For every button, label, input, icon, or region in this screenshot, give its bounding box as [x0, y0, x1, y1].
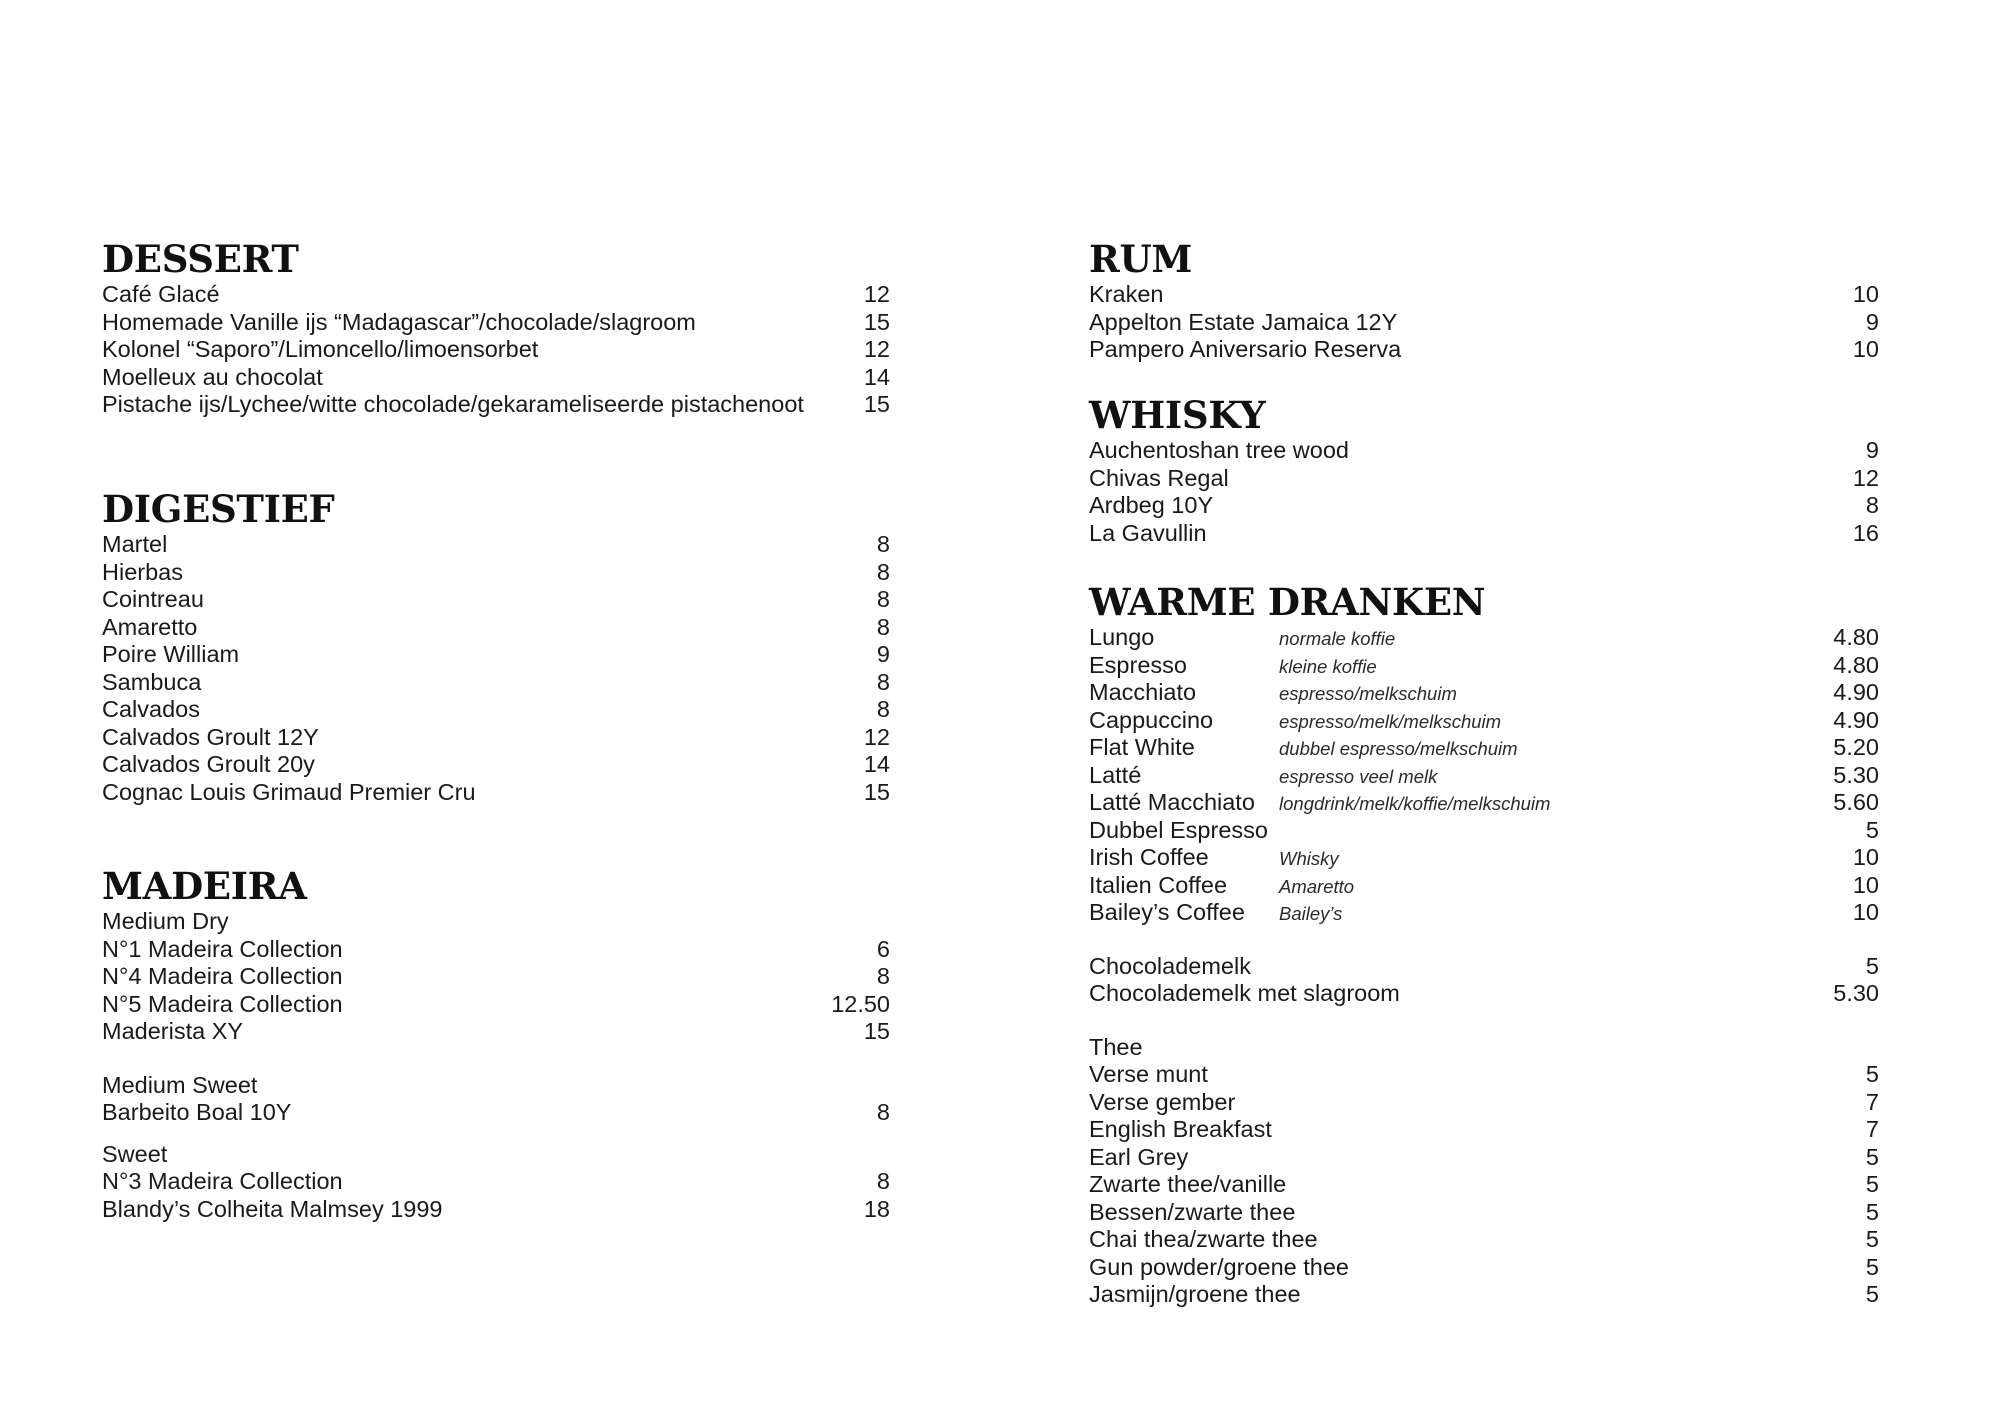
menu-item-name: Italien Coffee [1089, 871, 1228, 898]
menu-item [1089, 1144, 1879, 1172]
menu-item-name: Amaretto [102, 613, 198, 640]
menu-item-price: 5.60 [1833, 789, 1879, 815]
menu-item [1089, 1254, 1879, 1282]
menu-item-price: 9 [1865, 437, 1879, 463]
menu-item-name: Latté Macchiato [1089, 789, 1255, 815]
menu-item-description: espresso/melk/melkschuim [1279, 710, 1502, 732]
menu-item [1089, 1199, 1879, 1227]
menu-item-name: Kolonel “Saporo”/Limoncello/limoensorbet [102, 336, 539, 362]
menu-item-price: 4.80 [1833, 651, 1879, 678]
menu-item [1089, 652, 1879, 680]
menu-item-name: Chocolademelk [1089, 952, 1251, 979]
menu-item-name: Verse gember [1089, 1088, 1236, 1115]
menu-item [102, 991, 890, 1019]
menu-item-price: 5.30 [1833, 980, 1879, 1006]
menu-item [102, 751, 890, 779]
menu-item [1089, 872, 1879, 900]
chocolate-list [1089, 953, 1879, 1008]
menu-item-price: 15 [863, 1018, 890, 1044]
menu-item-name: Chocolademelk met slagroom [1089, 980, 1400, 1006]
menu-item-name: English Breakfast [1089, 1116, 1272, 1142]
menu-item-name: Auchentoshan tree wood [1089, 437, 1349, 463]
menu-item-price: 10 [1852, 281, 1879, 307]
menu-item-price: 16 [1852, 519, 1879, 546]
menu-item-price: 4.90 [1833, 679, 1879, 705]
menu-item-name: Lungo [1089, 624, 1155, 650]
menu-item-name: Martel [102, 531, 168, 557]
menu-item-price: 4.90 [1833, 706, 1879, 733]
section-title-digestief: DIGESTIEF [102, 487, 335, 531]
menu-item [1089, 817, 1879, 845]
menu-item [1089, 1061, 1879, 1089]
menu-item [102, 586, 890, 614]
menu-item [1089, 437, 1879, 465]
menu-item-price: 8 [876, 963, 890, 989]
menu-item [102, 391, 890, 419]
menu-item-name: Blandy’s Colheita Malmsey 1999 [102, 1195, 443, 1222]
menu-item-name: Calvados Groult 12Y [102, 723, 319, 750]
menu-item [102, 281, 890, 309]
madeira-sweet-list [102, 1168, 890, 1223]
menu-item-name: N°5 Madeira Collection [102, 990, 343, 1017]
menu-item-price: 14 [863, 363, 890, 390]
menu-item [1089, 953, 1879, 981]
section-title-madeira: MADEIRA [102, 864, 307, 908]
menu-item [102, 641, 890, 669]
menu-item-description: longdrink/melk/koffie/melkschuim [1279, 793, 1551, 814]
menu-item [102, 1196, 890, 1224]
menu-item [1089, 844, 1879, 872]
menu-item-name: Chai thea/zwarte thee [1089, 1226, 1318, 1252]
menu-item-name: Ardbeg 10Y [1089, 492, 1214, 518]
thee-label: Thee [1089, 1033, 1143, 1060]
menu-item [1089, 624, 1879, 652]
menu-item [1089, 734, 1879, 762]
menu-item-price: 12 [863, 723, 890, 750]
menu-item-price: 14 [863, 751, 890, 777]
menu-item-name: Cognac Louis Grimaud Premier Cru [102, 778, 476, 805]
menu-item [1089, 762, 1879, 790]
menu-item-name: Café Glacé [102, 281, 220, 307]
menu-item-price: 8 [876, 1168, 890, 1194]
menu-item-price: 5 [1865, 1198, 1879, 1225]
menu-item-price: 5 [1865, 1253, 1879, 1280]
menu-item-name: Hierbas [102, 558, 183, 585]
coffee-list [1089, 624, 1879, 927]
menu-item-name: Barbeito Boal 10Y [102, 1099, 292, 1125]
menu-item [102, 696, 890, 724]
menu-item-price: 5.20 [1833, 734, 1879, 760]
menu-item-price: 12 [863, 336, 890, 362]
menu-item-name: Calvados Groult 20y [102, 751, 315, 777]
menu-item-price: 8 [876, 558, 890, 585]
section-title-whisky: WHISKY [1089, 393, 1266, 437]
section-title-dessert: DESSERT [102, 237, 299, 281]
menu-item-price: 5 [1865, 1226, 1879, 1252]
menu-item-price: 7 [1865, 1088, 1879, 1115]
menu-item [1089, 1089, 1879, 1117]
menu-item-price: 5 [1865, 952, 1879, 979]
menu-item-name: Maderista XY [102, 1018, 244, 1044]
menu-item [1089, 1116, 1879, 1144]
menu-item [1089, 707, 1879, 735]
rum-list [1089, 281, 1879, 364]
menu-item [102, 614, 890, 642]
menu-item-price: 12 [1852, 464, 1879, 491]
menu-item [1089, 465, 1879, 493]
menu-item-name: Sambuca [102, 668, 202, 695]
menu-item-name: N°3 Madeira Collection [102, 1168, 343, 1194]
menu-item-name: Poire William [102, 641, 240, 667]
madeira-group-label: Medium Dry [102, 908, 229, 934]
menu-item [102, 559, 890, 587]
section-title-rum: RUM [1089, 237, 1193, 281]
menu-item-price: 15 [863, 308, 890, 335]
madeira-medium-sweet-list [102, 1099, 890, 1127]
menu-item-name: Cappuccino [1089, 706, 1214, 733]
menu-item [1089, 520, 1879, 548]
menu-item-price: 6 [876, 935, 890, 962]
menu-item [102, 724, 890, 752]
menu-item-name: Calvados [102, 696, 200, 722]
menu-item-name: Bessen/zwarte thee [1089, 1198, 1296, 1225]
menu-item [102, 531, 890, 559]
madeira-group-label: Sweet [102, 1140, 168, 1167]
menu-item-name: Verse munt [1089, 1061, 1208, 1087]
menu-item-price: 12.50 [831, 990, 890, 1017]
section-whisky [1089, 393, 1879, 547]
spacer [1089, 1008, 1879, 1034]
menu-item-description: Bailey’s [1279, 903, 1343, 924]
menu-item-price: 5.30 [1833, 761, 1879, 788]
menu-item-description: espresso/melkschuim [1279, 683, 1457, 704]
menu-item [102, 1018, 890, 1046]
menu-item-description: Whisky [1279, 848, 1339, 869]
madeira-group-label: Medium Sweet [102, 1071, 258, 1098]
menu-item [1089, 899, 1879, 927]
menu-item [1089, 336, 1879, 364]
menu-item [102, 1168, 890, 1196]
menu-item-name: Chivas Regal [1089, 464, 1229, 491]
menu-item [102, 336, 890, 364]
menu-item-name: N°1 Madeira Collection [102, 935, 343, 962]
menu-item-name: Bailey’s Coffee [1089, 899, 1245, 925]
menu-item-price: 10 [1852, 336, 1879, 362]
menu-item-name: Kraken [1089, 281, 1164, 307]
menu-item [1089, 309, 1879, 337]
menu-item-price: 8 [876, 613, 890, 640]
menu-item-price: 5 [1865, 1171, 1879, 1197]
menu-item-name: Earl Grey [1089, 1143, 1189, 1170]
thee-list [1089, 1061, 1879, 1309]
menu-item-name: N°4 Madeira Collection [102, 963, 343, 989]
menu-item [102, 669, 890, 697]
digestief-list [102, 531, 890, 806]
menu-item-name: Appelton Estate Jamaica 12Y [1089, 308, 1398, 335]
menu-item [1089, 679, 1879, 707]
menu-item [102, 1099, 890, 1127]
menu-item-description: normale koffie [1279, 628, 1396, 649]
spacer [102, 1127, 890, 1141]
menu-item-name: Espresso [1089, 651, 1187, 678]
menu-item-price: 8 [876, 531, 890, 557]
menu-item-name: Pistache ijs/Lychee/witte chocolade/gekarameliseerde pistachenoot [102, 391, 804, 417]
menu-item-name: Homemade Vanille ijs “Madagascar”/chocolade/slagroom [102, 308, 696, 335]
spacer [102, 1046, 890, 1072]
menu-item [1089, 1281, 1879, 1309]
section-warme-dranken [1089, 580, 1879, 1309]
menu-item [102, 936, 890, 964]
menu-item [1089, 980, 1879, 1008]
menu-item-name: Moelleux au chocolat [102, 363, 323, 390]
menu-item-price: 15 [863, 778, 890, 805]
menu-item-price: 4.80 [1833, 624, 1879, 650]
menu-item-price: 5 [1865, 1281, 1879, 1307]
menu-item-price: 8 [876, 1099, 890, 1125]
dessert-list [102, 281, 890, 419]
menu-item-name: Dubbel Espresso [1089, 816, 1268, 843]
menu-item [102, 963, 890, 991]
menu-item-price: 15 [863, 391, 890, 417]
menu-item-description: dubbel espresso/melkschuim [1279, 738, 1518, 759]
section-madeira [102, 864, 890, 1223]
menu-item-price: 7 [1865, 1116, 1879, 1142]
madeira-medium-dry-list [102, 936, 890, 1046]
menu-item-price: 18 [863, 1195, 890, 1222]
menu-item-price: 10 [1852, 844, 1879, 870]
menu-item-price: 8 [876, 586, 890, 612]
menu-item [102, 309, 890, 337]
menu-item [102, 364, 890, 392]
menu-item [1089, 492, 1879, 520]
menu-item-price: 8 [876, 696, 890, 722]
menu-item-name: Cointreau [102, 586, 204, 612]
menu-item [102, 779, 890, 807]
menu-item-name: Irish Coffee [1089, 844, 1209, 870]
whisky-list [1089, 437, 1879, 547]
madeira-group-medium-dry [102, 908, 890, 1046]
menu-item-price: 12 [863, 281, 890, 307]
menu-item-price: 10 [1852, 899, 1879, 925]
madeira-group-medium-sweet [102, 1072, 890, 1127]
menu-item-price: 5 [1865, 816, 1879, 843]
menu-item [1089, 1226, 1879, 1254]
menu-item-name: Latté [1089, 761, 1142, 788]
menu-item-name: Macchiato [1089, 679, 1197, 705]
menu-item-description: kleine koffie [1279, 655, 1377, 677]
section-digestief [102, 487, 890, 806]
section-rum [1089, 237, 1879, 364]
madeira-group-sweet [102, 1141, 890, 1224]
section-title-warme-dranken: WARME DRANKEN [1089, 580, 1486, 624]
menu-item-price: 8 [876, 668, 890, 695]
menu-item-name: Jasmijn/groene thee [1089, 1281, 1301, 1307]
menu-item-description: espresso veel melk [1279, 765, 1438, 787]
menu-item-price: 5 [1865, 1061, 1879, 1087]
menu-item-name: Pampero Aniversario Reserva [1089, 336, 1402, 362]
menu-item-price: 8 [1865, 492, 1879, 518]
menu-item-description: Amaretto [1279, 875, 1355, 897]
menu-item-price: 5 [1865, 1143, 1879, 1170]
spacer [1089, 927, 1879, 953]
section-dessert [102, 237, 890, 419]
menu-item-name: Flat White [1089, 734, 1195, 760]
menu-item-price: 9 [876, 641, 890, 667]
menu-item [1089, 1171, 1879, 1199]
menu-item-name: La Gavullin [1089, 519, 1207, 546]
menu-item-price: 10 [1852, 871, 1879, 898]
menu-item [1089, 281, 1879, 309]
menu-item [1089, 789, 1879, 817]
menu-item-price: 9 [1865, 308, 1879, 335]
menu-item-name: Zwarte thee/vanille [1089, 1171, 1287, 1197]
menu-item-name: Gun powder/groene thee [1089, 1253, 1349, 1280]
